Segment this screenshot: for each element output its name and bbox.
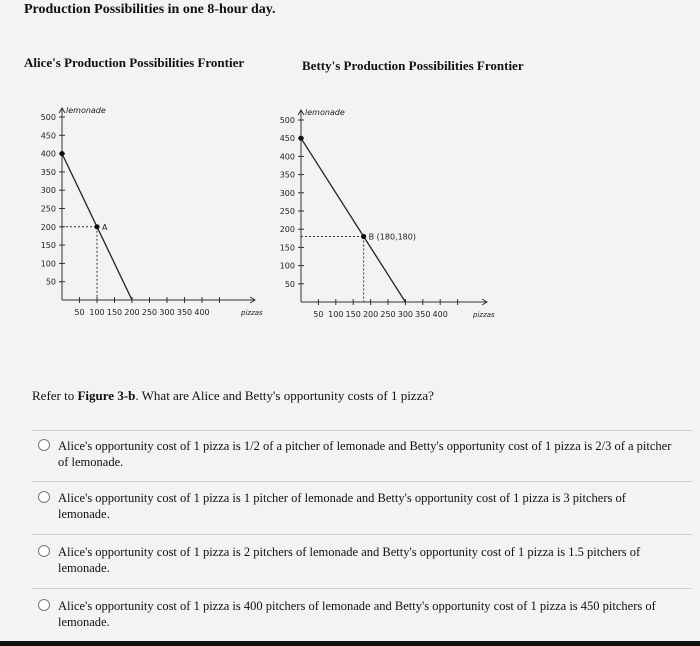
y-tick-label: 350 [279,170,295,180]
x-tick-label: 200 [362,310,379,319]
y-tick-label: 100 [279,261,295,271]
radio-button[interactable] [38,439,50,451]
y-tick-label: 500 [40,113,56,122]
x-tick-label: 350 [176,308,193,317]
y-tick-label: 450 [40,131,56,141]
y-tick-label: 50 [284,279,295,289]
y-tick-label: 50 [45,277,56,287]
option-label: Alice's opportunity cost of 1 pizza is 400 pitchers of lemonade and Betty's opportunity cost of 1 pizza is 450 pitchers of lemonade. [58,599,656,629]
question-text: Refer to Figure 3-b. What are Alice and Betty's opportunity costs of 1 pizza? [32,388,434,403]
option-label: Alice's opportunity cost of 1 pizza is 1/2 of a pitcher of lemonade and Betty's opportunity cost of 1 pizza is 2/3 of a pitcher of lemonade. [58,439,672,469]
y-tick-label: 200 [279,225,295,235]
y-tick-label: 500 [279,116,295,125]
x-tick-label: 200 [124,308,140,317]
radio-button[interactable] [38,599,50,611]
x-tick-label: 400 [194,308,210,317]
x-tick-label: 100 [328,310,344,319]
y-intercept-dot [59,151,64,156]
y-tick-label: 450 [279,134,295,144]
point-label: A [102,222,108,232]
y-tick-label: 400 [40,149,56,159]
x-tick-label: 150 [345,310,361,319]
divider [32,588,692,589]
x-axis-label: pizzas [473,311,495,319]
x-tick-label: 50 [74,308,85,317]
y-tick-label: 400 [279,152,295,162]
x-tick-label: 350 [415,310,431,319]
page-title: Production Possibilities in one 8-hour day. [24,2,276,17]
x-tick-label: 300 [159,308,175,317]
y-tick-label: 300 [40,186,56,196]
y-tick-label: 350 [40,167,56,177]
divider [32,481,692,482]
x-tick-label: 150 [106,308,123,317]
alice-ppf-chart [0,95,280,335]
y-intercept-dot [298,136,303,141]
x-tick-label: 100 [89,308,105,317]
ppf-line [301,138,405,302]
x-tick-label: 300 [397,310,414,319]
radio-button[interactable] [38,545,50,557]
x-tick-label: 250 [141,308,158,317]
option-label: Alice's opportunity cost of 1 pizza is 2 pitchers of lemonade and Betty's opportunity cost of 1 pizza is 1.5 pitchers of lemonade. [58,545,641,575]
point-marker [94,224,99,229]
screen-edge [0,641,700,646]
point-marker [361,234,366,239]
divider [32,430,692,431]
y-tick-label: 150 [279,243,295,253]
radio-button[interactable] [38,491,50,503]
alice-chart-title: Alice's Production Possibilities Frontier [24,55,245,70]
y-tick-label: 250 [40,204,56,214]
figure-reference: Figure 3-b [77,388,136,403]
option-label: Alice's opportunity cost of 1 pizza is 1 pitcher of lemonade and Betty's opportunity cost of 1 pizza is 3 pitchers of lemonade. [58,491,626,521]
point-label: B (180,180) [368,232,416,242]
x-tick-label: 50 [313,310,324,319]
y-tick-label: 250 [279,207,295,216]
y-axis-label: lemonade [66,106,106,115]
y-axis-label: lemonade [305,108,345,117]
y-tick-label: 100 [40,259,56,269]
y-tick-label: 150 [40,241,56,251]
x-tick-label: 400 [432,310,448,319]
betty-chart-title: Betty's Production Possibilities Frontier [302,58,524,73]
x-tick-label: 250 [380,310,396,319]
y-tick-label: 300 [279,188,295,198]
y-tick-label: 200 [40,222,56,232]
x-axis-label: pizzas [241,309,263,317]
divider [32,534,692,535]
betty-ppf-chart [265,95,525,335]
